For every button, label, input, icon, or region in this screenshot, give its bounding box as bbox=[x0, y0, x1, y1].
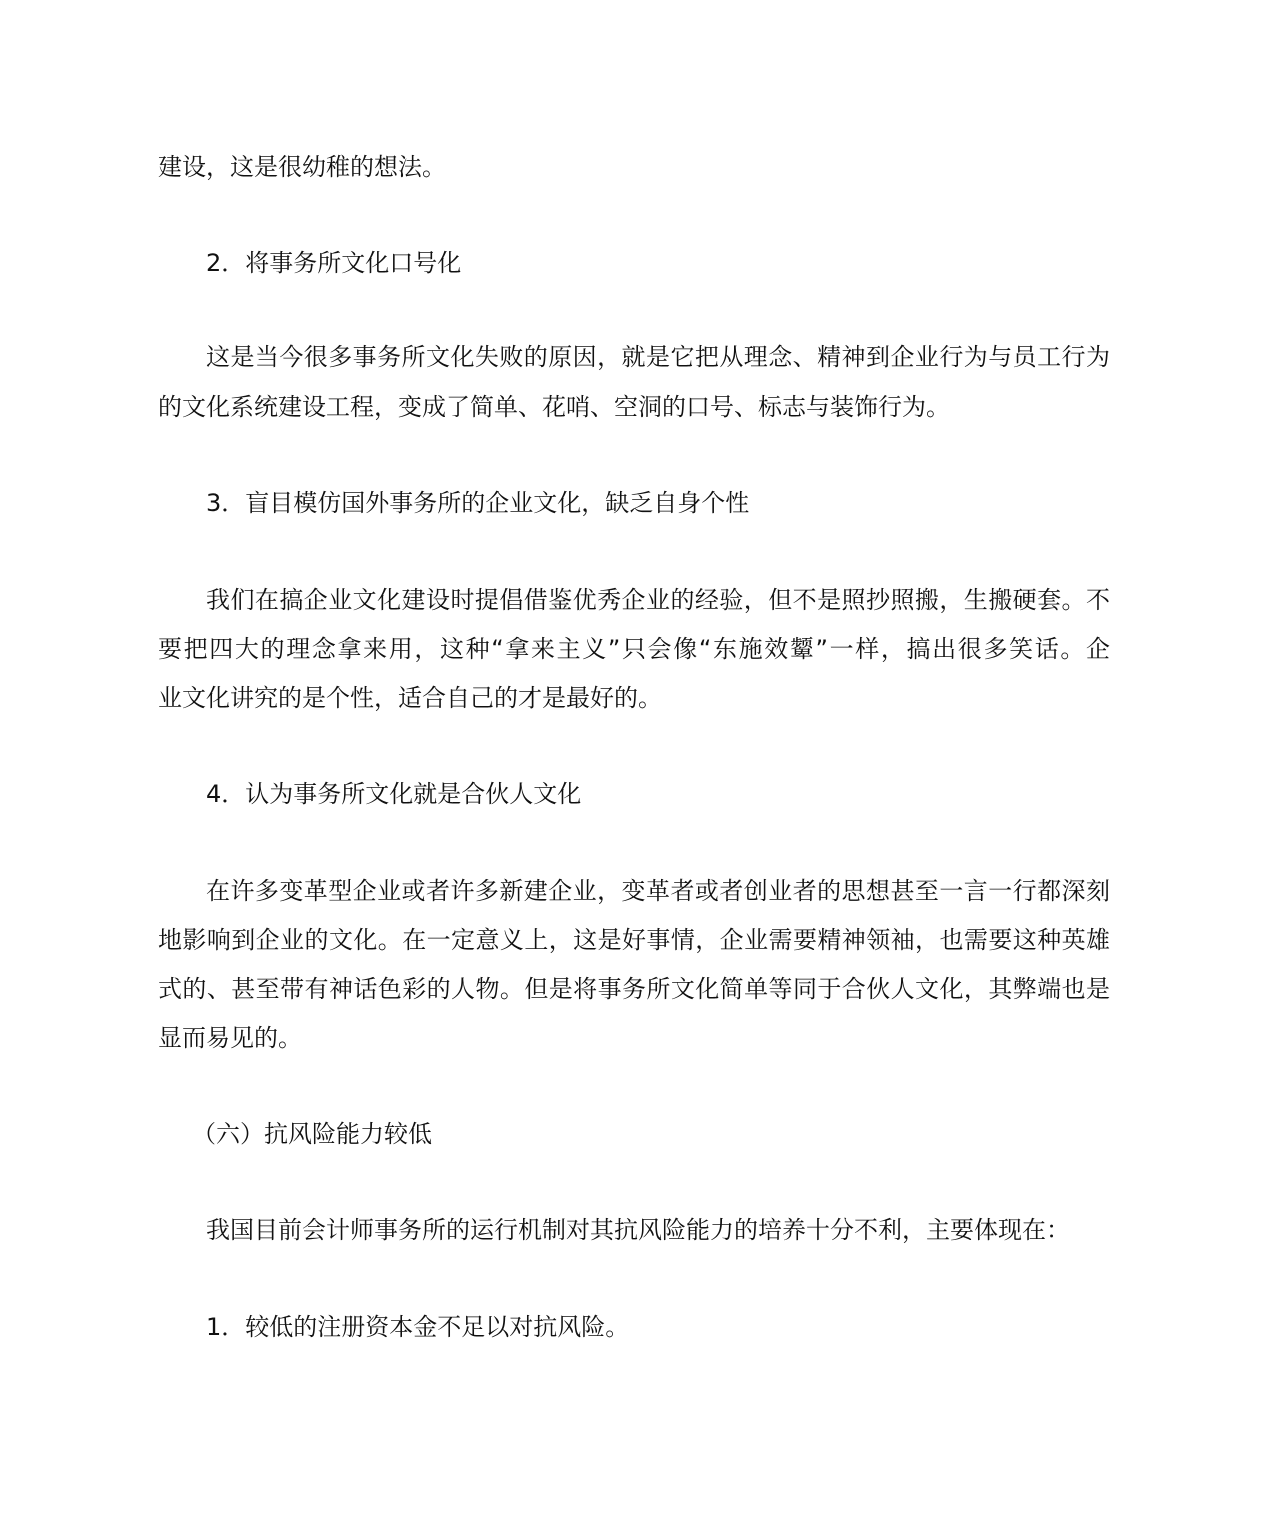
subheading-item-3: 3．盲目模仿国外事务所的企业文化，缺乏自身个性 bbox=[206, 489, 750, 517]
paragraph-line: 式的、甚至带有神话色彩的人物。但是将事务所文化简单等同于合伙人文化，其弊端也是 bbox=[158, 975, 1110, 1003]
section-heading-6: （六）抗风险能力较低 bbox=[192, 1120, 432, 1148]
subheading-item-4: 4．认为事务所文化就是合伙人文化 bbox=[206, 780, 582, 808]
paragraph-line: 地影响到企业的文化。在一定意义上，这是好事情，企业需要精神领袖，也需要这种英雄 bbox=[158, 926, 1110, 954]
paragraph-line: 要把四大的理念拿来用，这种“拿来主义”只会像“东施效颦”一样，搞出很多笑话。企 bbox=[158, 635, 1110, 663]
paragraph-line: 我们在搞企业文化建设时提倡借鉴优秀企业的经验，但不是照抄照搬，生搬硬套。不 bbox=[206, 586, 1110, 614]
paragraph-line: 建设，这是很幼稚的想法。 bbox=[158, 153, 446, 181]
paragraph-line: 显而易见的。 bbox=[158, 1024, 302, 1052]
subheading-item-1: 1．较低的注册资本金不足以对抗风险。 bbox=[206, 1313, 630, 1341]
paragraph-line: 在许多变革型企业或者许多新建企业，变革者或者创业者的思想甚至一言一行都深刻 bbox=[206, 877, 1110, 905]
paragraph-line: 的文化系统建设工程，变成了简单、花哨、空洞的口号、标志与装饰行为。 bbox=[158, 393, 950, 421]
paragraph-line: 这是当今很多事务所文化失败的原因，就是它把从理念、精神到企业行为与员工行为 bbox=[206, 343, 1110, 371]
paragraph-line: 业文化讲究的是个性，适合自己的才是最好的。 bbox=[158, 684, 662, 712]
paragraph-line: 我国目前会计师事务所的运行机制对其抗风险能力的培养十分不利，主要体现在： bbox=[206, 1216, 1070, 1244]
subheading-item-2: 2．将事务所文化口号化 bbox=[206, 249, 462, 277]
